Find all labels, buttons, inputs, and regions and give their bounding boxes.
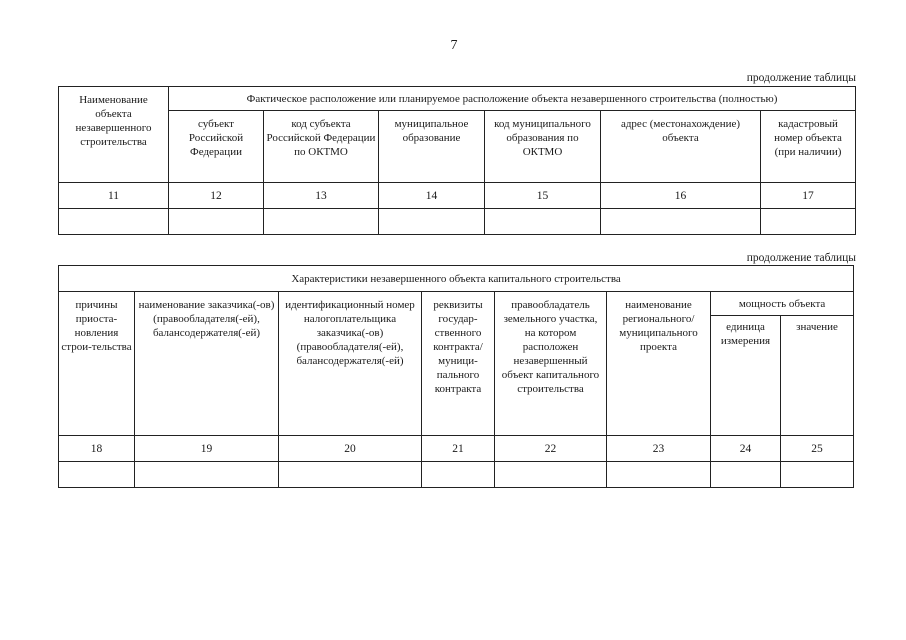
header-municipality: муниципальное образование <box>379 111 485 183</box>
header-cadastral-number: кадастровый номер объекта (при наличии) <box>761 111 856 183</box>
column-number: 13 <box>264 183 379 209</box>
header-subject-rf: субъект Российской Федерации <box>169 111 264 183</box>
empty-cell <box>781 462 854 488</box>
header-project-name: наименование регионального/ муниципального проекта <box>607 292 711 436</box>
table-continuation-label: продолжение таблицы <box>746 72 856 84</box>
header-suspension-reasons: причины приоста-новления строи-тельства <box>59 292 135 436</box>
empty-cell <box>279 462 422 488</box>
empty-cell <box>59 209 169 235</box>
empty-data-row <box>59 209 856 235</box>
empty-cell <box>485 209 601 235</box>
empty-cell <box>711 462 781 488</box>
location-table <box>58 86 856 235</box>
empty-cell <box>601 209 761 235</box>
empty-cell <box>135 462 279 488</box>
header-municipality-oktmo-code: код муниципального образования по ОКТМО <box>485 111 601 183</box>
empty-cell <box>607 462 711 488</box>
empty-cell <box>264 209 379 235</box>
column-number: 14 <box>379 183 485 209</box>
column-number: 15 <box>485 183 601 209</box>
column-numbers-row <box>59 183 856 209</box>
header-land-owner: правообладатель земельного участка, на котором расположен незавершенный объект капитального строительства <box>495 292 607 436</box>
header-address: адрес (местонахождение) объекта <box>601 111 761 183</box>
header-customer-inn: идентификационный номер налогоплательщика заказчика(-ов) (правообладателя(-ей), балансодержателя(-ей) <box>279 292 422 436</box>
header-object-capacity: мощность объекта <box>711 292 854 316</box>
column-number: 24 <box>711 436 781 462</box>
column-number: 20 <box>279 436 422 462</box>
column-number: 17 <box>761 183 856 209</box>
empty-cell <box>422 462 495 488</box>
column-number: 23 <box>607 436 711 462</box>
column-number: 16 <box>601 183 761 209</box>
header-characteristics-group: Характеристики незавершенного объекта капитального строительства <box>59 266 854 292</box>
column-number: 11 <box>59 183 169 209</box>
page-number: 7 <box>450 38 458 53</box>
column-number: 12 <box>169 183 264 209</box>
header-object-name: Наименование объекта незавершенного строительства <box>59 87 169 183</box>
empty-cell <box>59 462 135 488</box>
empty-cell <box>169 209 264 235</box>
empty-cell <box>495 462 607 488</box>
header-contract-details: реквизиты государ-ственного контракта/ муници-пального контракта <box>422 292 495 436</box>
header-location-group: Фактическое расположение или планируемое расположение объекта незавершенного строительства (полностью) <box>169 87 856 111</box>
empty-cell <box>379 209 485 235</box>
column-number: 19 <box>135 436 279 462</box>
header-capacity-unit: единица измерения <box>711 316 781 436</box>
column-number: 25 <box>781 436 854 462</box>
empty-cell <box>761 209 856 235</box>
header-subject-oktmo-code: код субъекта Российской Федерации по ОКТМО <box>264 111 379 183</box>
table-continuation-label: продолжение таблицы <box>746 252 856 264</box>
header-capacity-value: значение <box>781 316 854 436</box>
characteristics-table <box>58 265 854 488</box>
column-number: 18 <box>59 436 135 462</box>
empty-data-row <box>59 462 854 488</box>
header-customer-name: наименование заказчика(-ов) (правообладателя(-ей), балансодержателя(-ей) <box>135 292 279 436</box>
column-number: 22 <box>495 436 607 462</box>
column-numbers-row <box>59 436 854 462</box>
column-number: 21 <box>422 436 495 462</box>
